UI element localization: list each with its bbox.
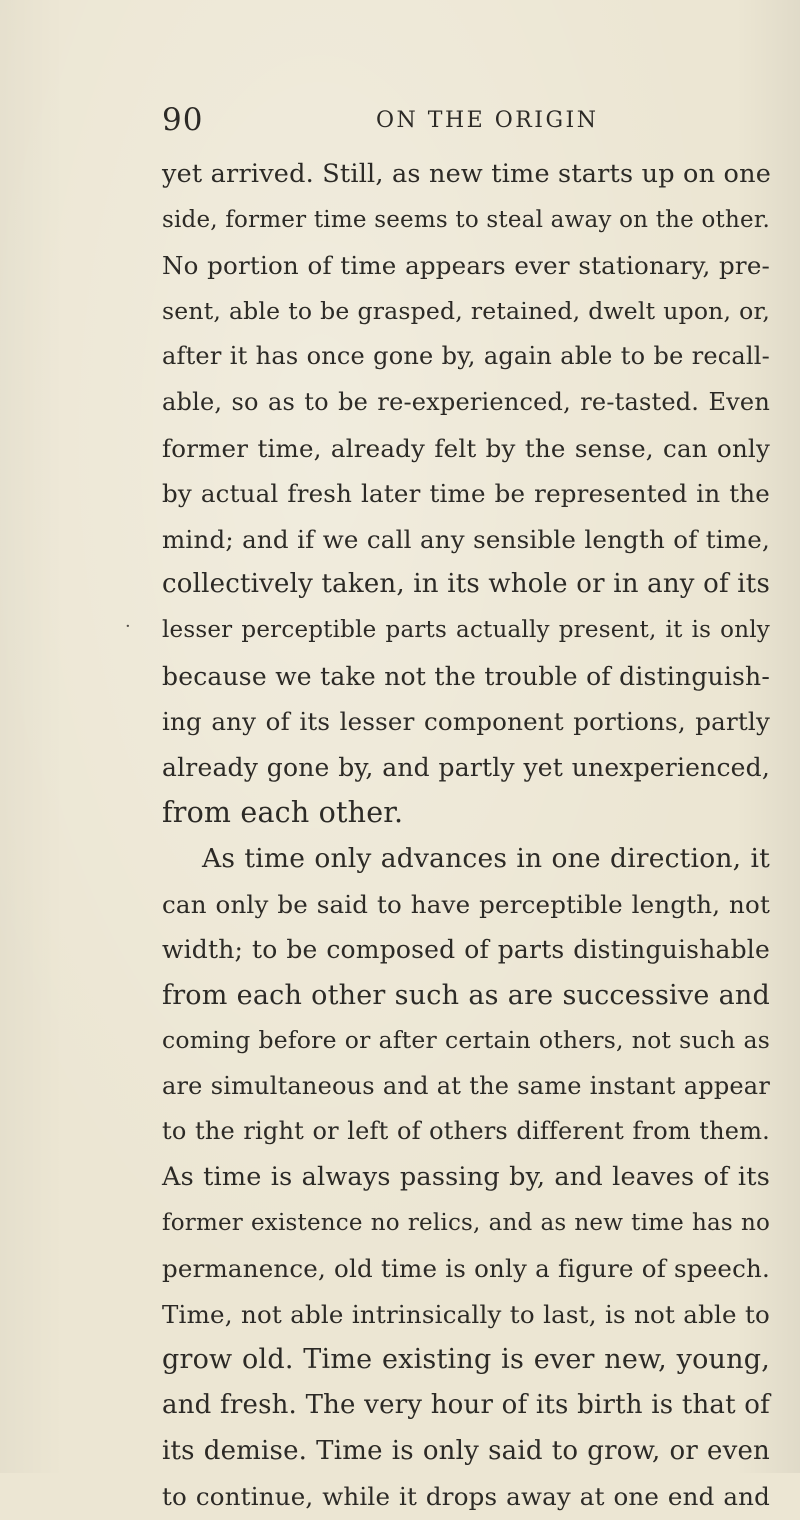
running-title: ON THE ORIGIN <box>376 108 599 133</box>
text-line: after it has once gone by, again able to be recall- <box>162 342 770 371</box>
text-line: No portion of time appears ever stationary, pre- <box>162 251 770 281</box>
text-line: lesser perceptible parts actually present, it is only <box>162 616 770 643</box>
margin-speck: · <box>125 616 131 637</box>
text-line: mind; and if we call any sensible length of time, <box>162 524 770 554</box>
text-line: side, former time seems to steal away on the other. <box>162 206 770 233</box>
text-line: because we take not the trouble of distinguish- <box>162 661 770 691</box>
text-line: coming before or after certain others, not such as <box>162 1026 770 1055</box>
text-line: to the right or left of others different from them. <box>162 1117 770 1146</box>
text-line: former existence no relics, and as new time has no <box>162 1209 770 1236</box>
body-text <box>162 152 770 1520</box>
text-line: can only be said to have perceptible length, not <box>162 889 770 919</box>
text-line: ing any of its lesser component portions, partly <box>162 707 770 737</box>
text-line: to continue, while it drops away at one end and <box>162 1482 770 1512</box>
paragraph-start-line: As time only advances in one direction, it <box>202 842 770 874</box>
text-line: former time, already felt by the sense, can only <box>162 433 770 463</box>
text-line: collectively taken, in its whole or in any of its <box>162 569 770 600</box>
page-number: 90 <box>162 102 204 138</box>
text-line: As time is always passing by, and leaves of its <box>162 1162 770 1193</box>
text-line: and fresh. The very hour of its birth is that of <box>162 1390 770 1421</box>
text-line: permanence, old time is only a figure of speech. <box>162 1254 770 1284</box>
text-line: already gone by, and partly yet unexperienced, <box>162 752 770 782</box>
text-line: able, so as to be re-experienced, re-tasted. Even <box>162 387 770 416</box>
text-line: grow old. Time existing is ever new, young, <box>162 1344 770 1376</box>
text-line: from each other. <box>162 796 404 830</box>
text-line: width; to be composed of parts distinguishable <box>162 935 770 965</box>
text-line: yet arrived. Still, as new time starts up on one <box>162 159 771 189</box>
text-line: Time, not able intrinsically to last, is not able to <box>162 1299 770 1329</box>
text-line: from each other such as are successive and <box>162 979 770 1011</box>
text-line: its demise. Time is only said to grow, or even <box>162 1435 770 1466</box>
text-line: are simultaneous and at the same instant appear <box>162 1071 770 1100</box>
text-line: by actual fresh later time be represented in the <box>162 479 770 509</box>
running-head <box>162 100 770 140</box>
text-line: sent, able to be grasped, retained, dwelt upon, or, <box>162 296 770 325</box>
